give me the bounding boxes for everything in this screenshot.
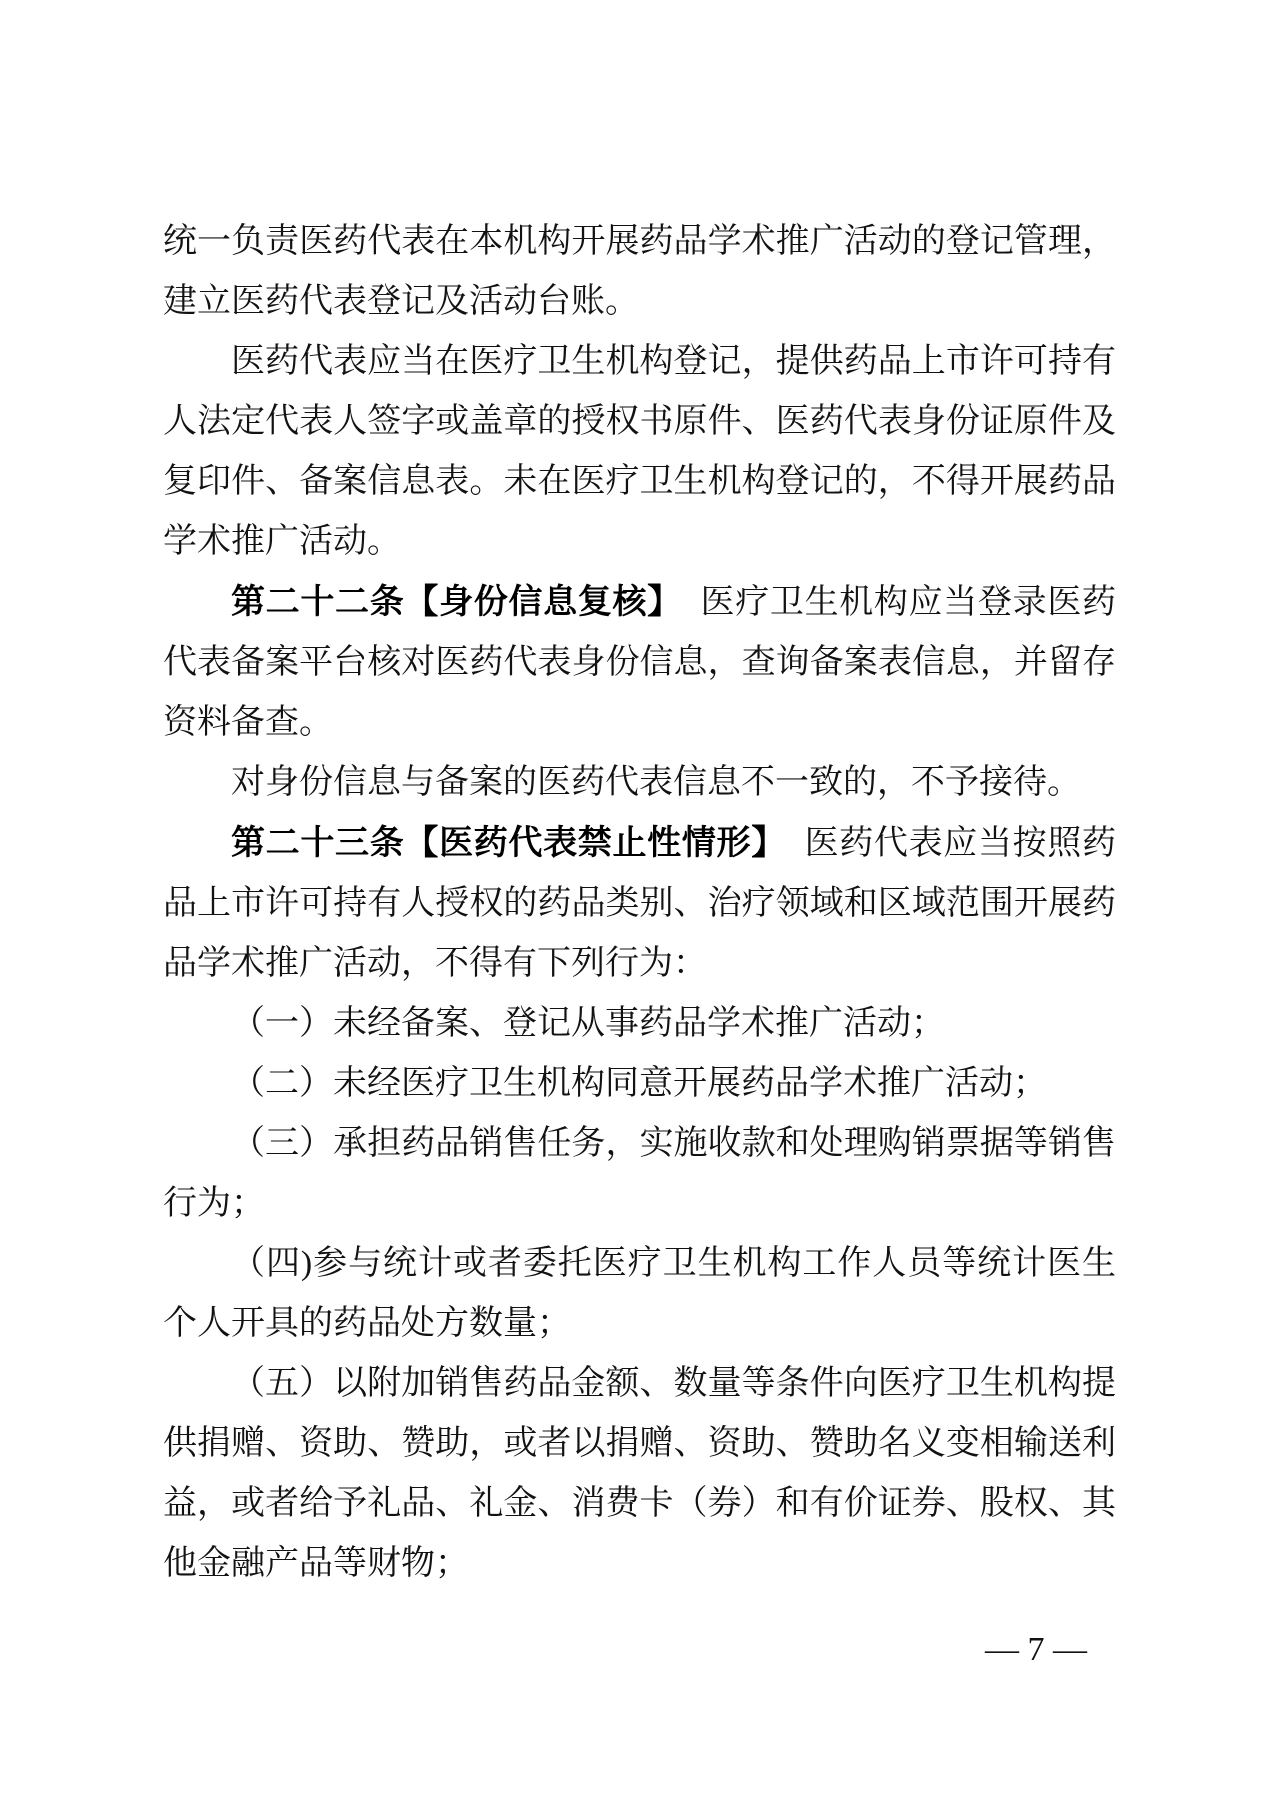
page-number: — 7 —	[985, 1631, 1087, 1668]
paragraph-continuation: 统一负责医药代表在本机构开展药品学术推广活动的登记管理，建立医药代表登记及活动台账。	[163, 223, 1116, 320]
list-item-5: （五）以附加销售药品金额、数量等条件向医疗卫生机构提供捐赠、资助、赞助，或者以捐赠、资助、赞助名义变相输送利益，或者给予礼品、礼金、消费卡（券）和有价证券、股权、其他金融产品等财物；	[163, 1365, 1116, 1582]
paragraph-registration: 医药代表应当在医疗卫生机构登记，提供药品上市许可持有人法定代表人签字或盖章的授权书原件、医药代表身份证原件及复印件、备案信息表。未在医疗卫生机构登记的，不得开展药品学术推广活动。	[163, 343, 1116, 560]
list-item-1: （一）未经备案、登记从事药品学术推广活动；	[231, 1005, 945, 1042]
article-22-text: 医疗卫生机构应当登录医药代表备案平台核对医药代表身份信息，查询备案表信息，并留存资料备查。	[163, 584, 1117, 741]
paragraph-article-23	[163, 813, 1116, 994]
paragraph-identity-mismatch: 对身份信息与备案的医药代表信息不一致的，不予接待。	[231, 764, 1081, 801]
list-item-2: （二）未经医疗卫生机构同意开展药品学术推广活动；	[231, 1065, 1047, 1102]
paragraph-article-22	[163, 572, 1116, 753]
article-23-heading: 第二十三条【医药代表禁止性情形】	[231, 824, 786, 862]
document-body	[163, 212, 1116, 1594]
article-23-text: 医药代表应当按照药品上市许可持有人授权的药品类别、治疗领域和区域范围开展药品学术推广活动，不得有下列行为：	[163, 825, 1116, 982]
list-item-4: （四)参与统计或者委托医疗卫生机构工作人员等统计医生个人开具的药品处方数量；	[163, 1245, 1116, 1342]
article-22-heading: 第二十二条【身份信息复核】	[231, 583, 682, 621]
list-item-3: （三）承担药品销售任务，实施收款和处理购销票据等销售行为；	[163, 1125, 1116, 1222]
page-footer	[985, 1628, 1087, 1672]
